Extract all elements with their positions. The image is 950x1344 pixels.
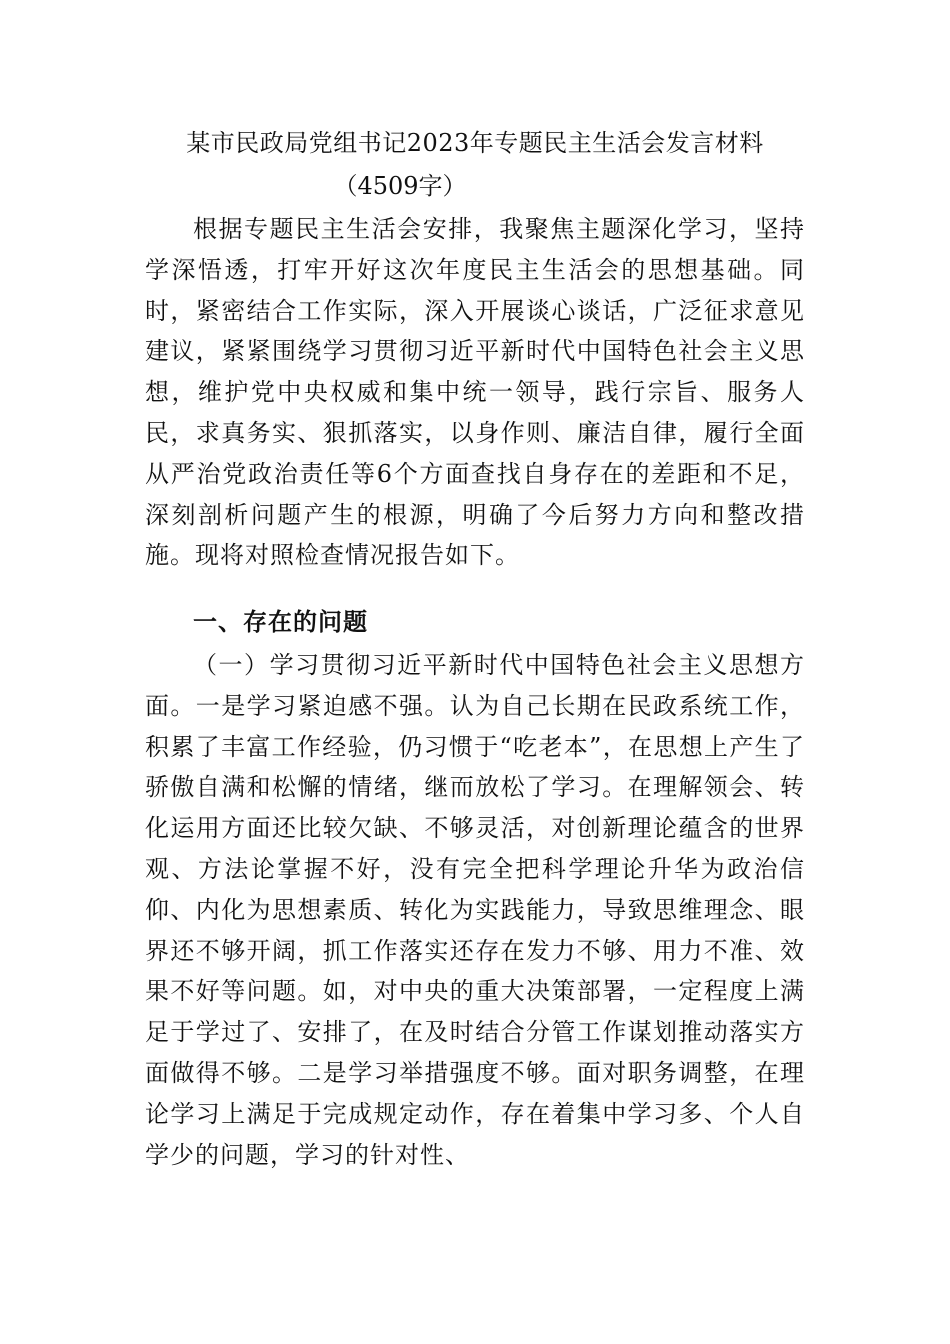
document-title: 某市民政局党组书记2023年专题民主生活会发言材料 <box>186 129 764 157</box>
section-paragraph: （一）学习贯彻习近平新时代中国特色社会主义思想方面。一是学习紧迫感不强。认为自己长期在民政系统工作，积累了丰富工作经验，仍习惯于“吃老本”，在思想上产生了骄傲自满和松懈的情绪，继而放松了学习。在理解领会、转化运用方面还比较欠缺、不够灵活，对创新理论蕴含的世界观、方法论掌握不好，没有完全把科学理论升华为政治信仰、内化为思想素质、转化为实践能力，导致思维理念、眼界还不够开阔，抓工作落实还存在发力不够、用力不准、效果不好等问题。如，对中央的重大决策部署，一定程度上满足于学过了、安排了，在及时结合分管工作谋划推动落实方面做得不够。二是学习举措强度不够。面对职务调整，在理论学习上满足于完成规定动作，存在着集中学习多、个人自学少的问题，学习的针对性、 <box>145 651 805 1169</box>
intro-paragraph: 根据专题民主生活会安排，我聚焦主题深化学习，坚持学深悟透，打牢开好这次年度民主生活会的思想基础。同时，紧密结合工作实际，深入开展谈心谈话，广泛征求意见建议，紧紧围绕学习贯彻习近平新时代中国特色社会主义思想，维护党中央权威和集中统一领导，践行宗旨、服务人民，求真务实、狠抓落实，以身作则、廉洁自律，履行全面从严治党政治责任等6个方面查找自身存在的差距和不足，深刻剖析问题产生的根源，明确了今后努力方向和整改措施。现将对照检查情况报告如下。 <box>145 215 805 570</box>
word-count: （4509字） <box>333 172 467 200</box>
section-heading: 一、存在的问题 <box>193 608 368 636</box>
